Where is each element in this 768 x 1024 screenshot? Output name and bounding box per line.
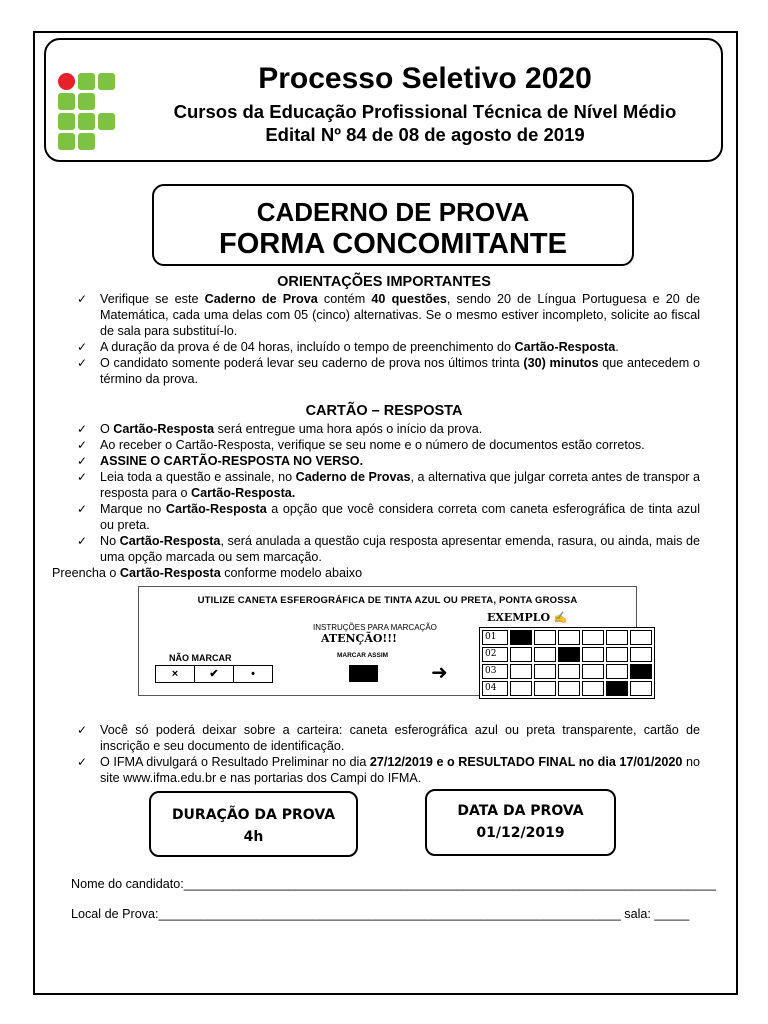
grid-cell [630, 630, 652, 645]
text-run: Cartão-Resposta [119, 566, 221, 580]
text-run: Cartão-Resposta. [191, 486, 296, 500]
duracao-label: DURAÇÃO DA PROVA [171, 807, 336, 823]
ifma-logo [58, 73, 124, 151]
logo-square [58, 113, 75, 130]
grid-cell [510, 681, 532, 696]
page-title: Processo Seletivo 2020 [258, 62, 592, 95]
text-run: O candidato somente poderá levar seu caderno de prova nos últimos trinta [100, 356, 524, 370]
grid-row-number: 02 [482, 647, 508, 662]
grid-cell [558, 664, 580, 679]
list-item [68, 355, 700, 387]
list-item-text [100, 502, 700, 532]
check-icon: ✓ [77, 340, 88, 354]
example-grid [479, 627, 655, 699]
text-run: A duração da prova é de 04 horas, incluído o tempo de preenchimento do [100, 340, 515, 354]
text-run: (30) minutos [523, 356, 599, 370]
cartao-title: CARTÃO – RESPOSTA [305, 403, 463, 419]
list-item [68, 533, 700, 565]
caderno-title: CADERNO DE PROVA [256, 197, 530, 227]
list-item-text [100, 534, 700, 564]
list-item [68, 291, 700, 339]
list-item [68, 469, 700, 501]
grid-cell [582, 647, 604, 662]
data-prova-label: DATA DA PROVA [457, 803, 584, 819]
text-run: Cartão-Resposta [119, 534, 221, 548]
model-top-label: UTILIZE CANETA ESFEROGRÁFICA DE TINTA AZUL OU PRETA, PONTA GROSSA [197, 595, 578, 606]
check-icon: ✓ [77, 356, 88, 370]
text-run: . [615, 340, 619, 354]
grid-cell [630, 681, 652, 696]
logo-square [98, 73, 115, 90]
text-run: No [100, 534, 120, 548]
orientacoes-title: ORIENTAÇÕES IMPORTANTES [277, 274, 491, 290]
check-icon: ✓ [77, 438, 88, 452]
page-subtitle: Cursos da Educação Profissional Técnica de Nível Médio [173, 101, 677, 122]
text-run: Caderno de Provas [295, 470, 411, 484]
list-item [68, 453, 700, 469]
grid-cell [606, 664, 628, 679]
grid-cell [606, 630, 628, 645]
exemplo-label [487, 611, 568, 624]
check-icon: ✓ [77, 292, 88, 306]
grid-cell [558, 630, 580, 645]
nome-candidato-field[interactable]: Nome do candidato:____________________________________________________________________________ [71, 877, 717, 891]
duracao-value: 4h [243, 829, 264, 845]
text-run: 27/12/2019 e o RESULTADO FINAL no dia 17/01/2020 [369, 755, 683, 769]
grid-row [482, 630, 652, 645]
grid-cell [510, 664, 532, 679]
logo-square [78, 93, 95, 110]
logo-square [98, 113, 115, 130]
text-run: O [100, 422, 114, 436]
pen-icon: ✍ [553, 611, 568, 624]
grid-cell [534, 664, 556, 679]
filled-mark-example [349, 665, 378, 682]
grid-cell-filled [606, 681, 628, 696]
grid-cell-filled [630, 664, 652, 679]
list-item [68, 722, 700, 754]
grid-cell [582, 630, 604, 645]
list-item-text [100, 422, 482, 436]
arrow-right-icon: ➜ [431, 662, 448, 684]
grid-cell [558, 681, 580, 696]
grid-cell [534, 630, 556, 645]
text-run: conforme modelo abaixo [220, 566, 363, 580]
grid-row-number: 01 [482, 630, 508, 645]
marcar-assim-label: MARCAR ASSIM [337, 652, 389, 659]
grid-cell [510, 647, 532, 662]
grid-row-number: 03 [482, 664, 508, 679]
caderno-box [152, 184, 634, 266]
logo-square [58, 93, 75, 110]
text-run: , sendo 20 de Língua Portuguesa e 20 de Matemática, cada uma delas com 05 (cinco) alternativas. Se o mesmo estiver incompleto, solicite ao fiscal de sala para substituí-lo. [100, 292, 700, 338]
data-prova-box [425, 789, 616, 856]
grid-cell [582, 664, 604, 679]
logo-square [58, 73, 75, 90]
text-run: Cartão-Resposta [113, 422, 215, 436]
grid-row [482, 681, 652, 696]
check-icon: ✓ [77, 502, 88, 516]
grid-cell [582, 681, 604, 696]
list-item [68, 437, 700, 453]
duracao-box [149, 791, 358, 857]
forma-title: FORMA CONCOMITANTE [219, 228, 567, 260]
nao-marcar-examples [155, 665, 273, 683]
list-item-text [100, 438, 645, 452]
text-run: contém [317, 292, 372, 306]
model-atencao: ATENÇÃO!!! [321, 632, 397, 645]
check-icon: ✓ [77, 755, 88, 769]
list-item-text [100, 454, 363, 468]
preencha-text [52, 566, 362, 580]
check-icon: ✓ [77, 723, 88, 737]
grid-cell [606, 647, 628, 662]
check-icon: ✓ [77, 422, 88, 436]
model-instrucoes: INSTRUÇÕES PARA MARCAÇÃO [313, 623, 437, 632]
logo-square [78, 113, 95, 130]
text-run: , a alternativa que julgar correta antes de transpor a resposta para o [100, 470, 700, 500]
text-run: ASSINE O CARTÃO-RESPOSTA NO VERSO. [100, 454, 364, 468]
text-run: O IFMA divulgará o Resultado Preliminar no dia [100, 755, 370, 769]
check-icon: ✓ [77, 454, 88, 468]
grid-row-number: 04 [482, 681, 508, 696]
grid-cell-filled [510, 630, 532, 645]
answer-sheet-model [138, 586, 637, 696]
check-mark-icon: ✔ [195, 666, 234, 682]
logo-square [78, 73, 95, 90]
list-item-text [100, 470, 700, 500]
x-mark-icon: × [156, 666, 195, 682]
orientacoes-list [68, 291, 700, 387]
list-item [68, 339, 700, 355]
text-run: Leia toda a questão e assinale, no [100, 470, 296, 484]
grid-cell [630, 647, 652, 662]
grid-cell [534, 681, 556, 696]
logo-square [58, 133, 75, 150]
text-run: que antecedem o término da prova. [100, 356, 700, 386]
text-run: será entregue uma hora após o início da prova. [214, 422, 483, 436]
grid-row [482, 647, 652, 662]
text-run: Você só poderá deixar sobre a carteira: caneta esferográfica azul ou preta transparente, cartão de inscrição e seu documento de identificação. [100, 723, 700, 753]
edital-line: Edital Nº 84 de 08 de agosto de 2019 [265, 124, 585, 145]
list-item-text [100, 356, 700, 386]
final-list [68, 722, 700, 786]
local-prova-field[interactable]: Local de Prova:__________________________________________________________________ sala: _____ [71, 907, 690, 921]
list-item-text [100, 292, 700, 338]
text-run: Ao receber o Cartão-Resposta, verifique se seu nome e o número de documentos estão corretos. [100, 438, 645, 452]
data-prova-value: 01/12/2019 [476, 825, 565, 841]
text-run: no site www.ifma.edu.br e nas portarias dos Campi do IFMA. [100, 755, 700, 785]
text-run: Verifique se este [100, 292, 205, 306]
list-item-text [100, 723, 700, 753]
text-run: Cartão-Resposta [165, 502, 267, 516]
list-item-text [100, 340, 619, 354]
check-icon: ✓ [77, 534, 88, 548]
text-run: Cartão-Resposta [514, 340, 616, 354]
grid-cell [534, 647, 556, 662]
text-run: Preencha o [52, 566, 120, 580]
list-item [68, 754, 700, 786]
text-run: , será anulada a questão cuja resposta apresentar emenda, rasura, ou ainda, mais de uma opção marcada ou sem marcação. [100, 534, 700, 564]
text-run: Caderno de Prova [204, 292, 318, 306]
nao-marcar-label: NÃO MARCAR [169, 653, 232, 663]
check-icon: ✓ [77, 470, 88, 484]
list-item-text [100, 755, 700, 785]
text-run: a opção que você considera correta com caneta esferográfica de tinta azul ou preta. [100, 502, 700, 532]
list-item [68, 421, 700, 437]
cartao-list [68, 421, 700, 565]
text-run: Marque no [100, 502, 166, 516]
grid-cell-filled [558, 647, 580, 662]
grid-row [482, 664, 652, 679]
text-run: 40 questões [371, 292, 447, 306]
dot-mark-icon: • [251, 668, 255, 680]
exemplo-text: EXEMPLO [487, 611, 551, 624]
logo-square [78, 133, 95, 150]
list-item [68, 501, 700, 533]
